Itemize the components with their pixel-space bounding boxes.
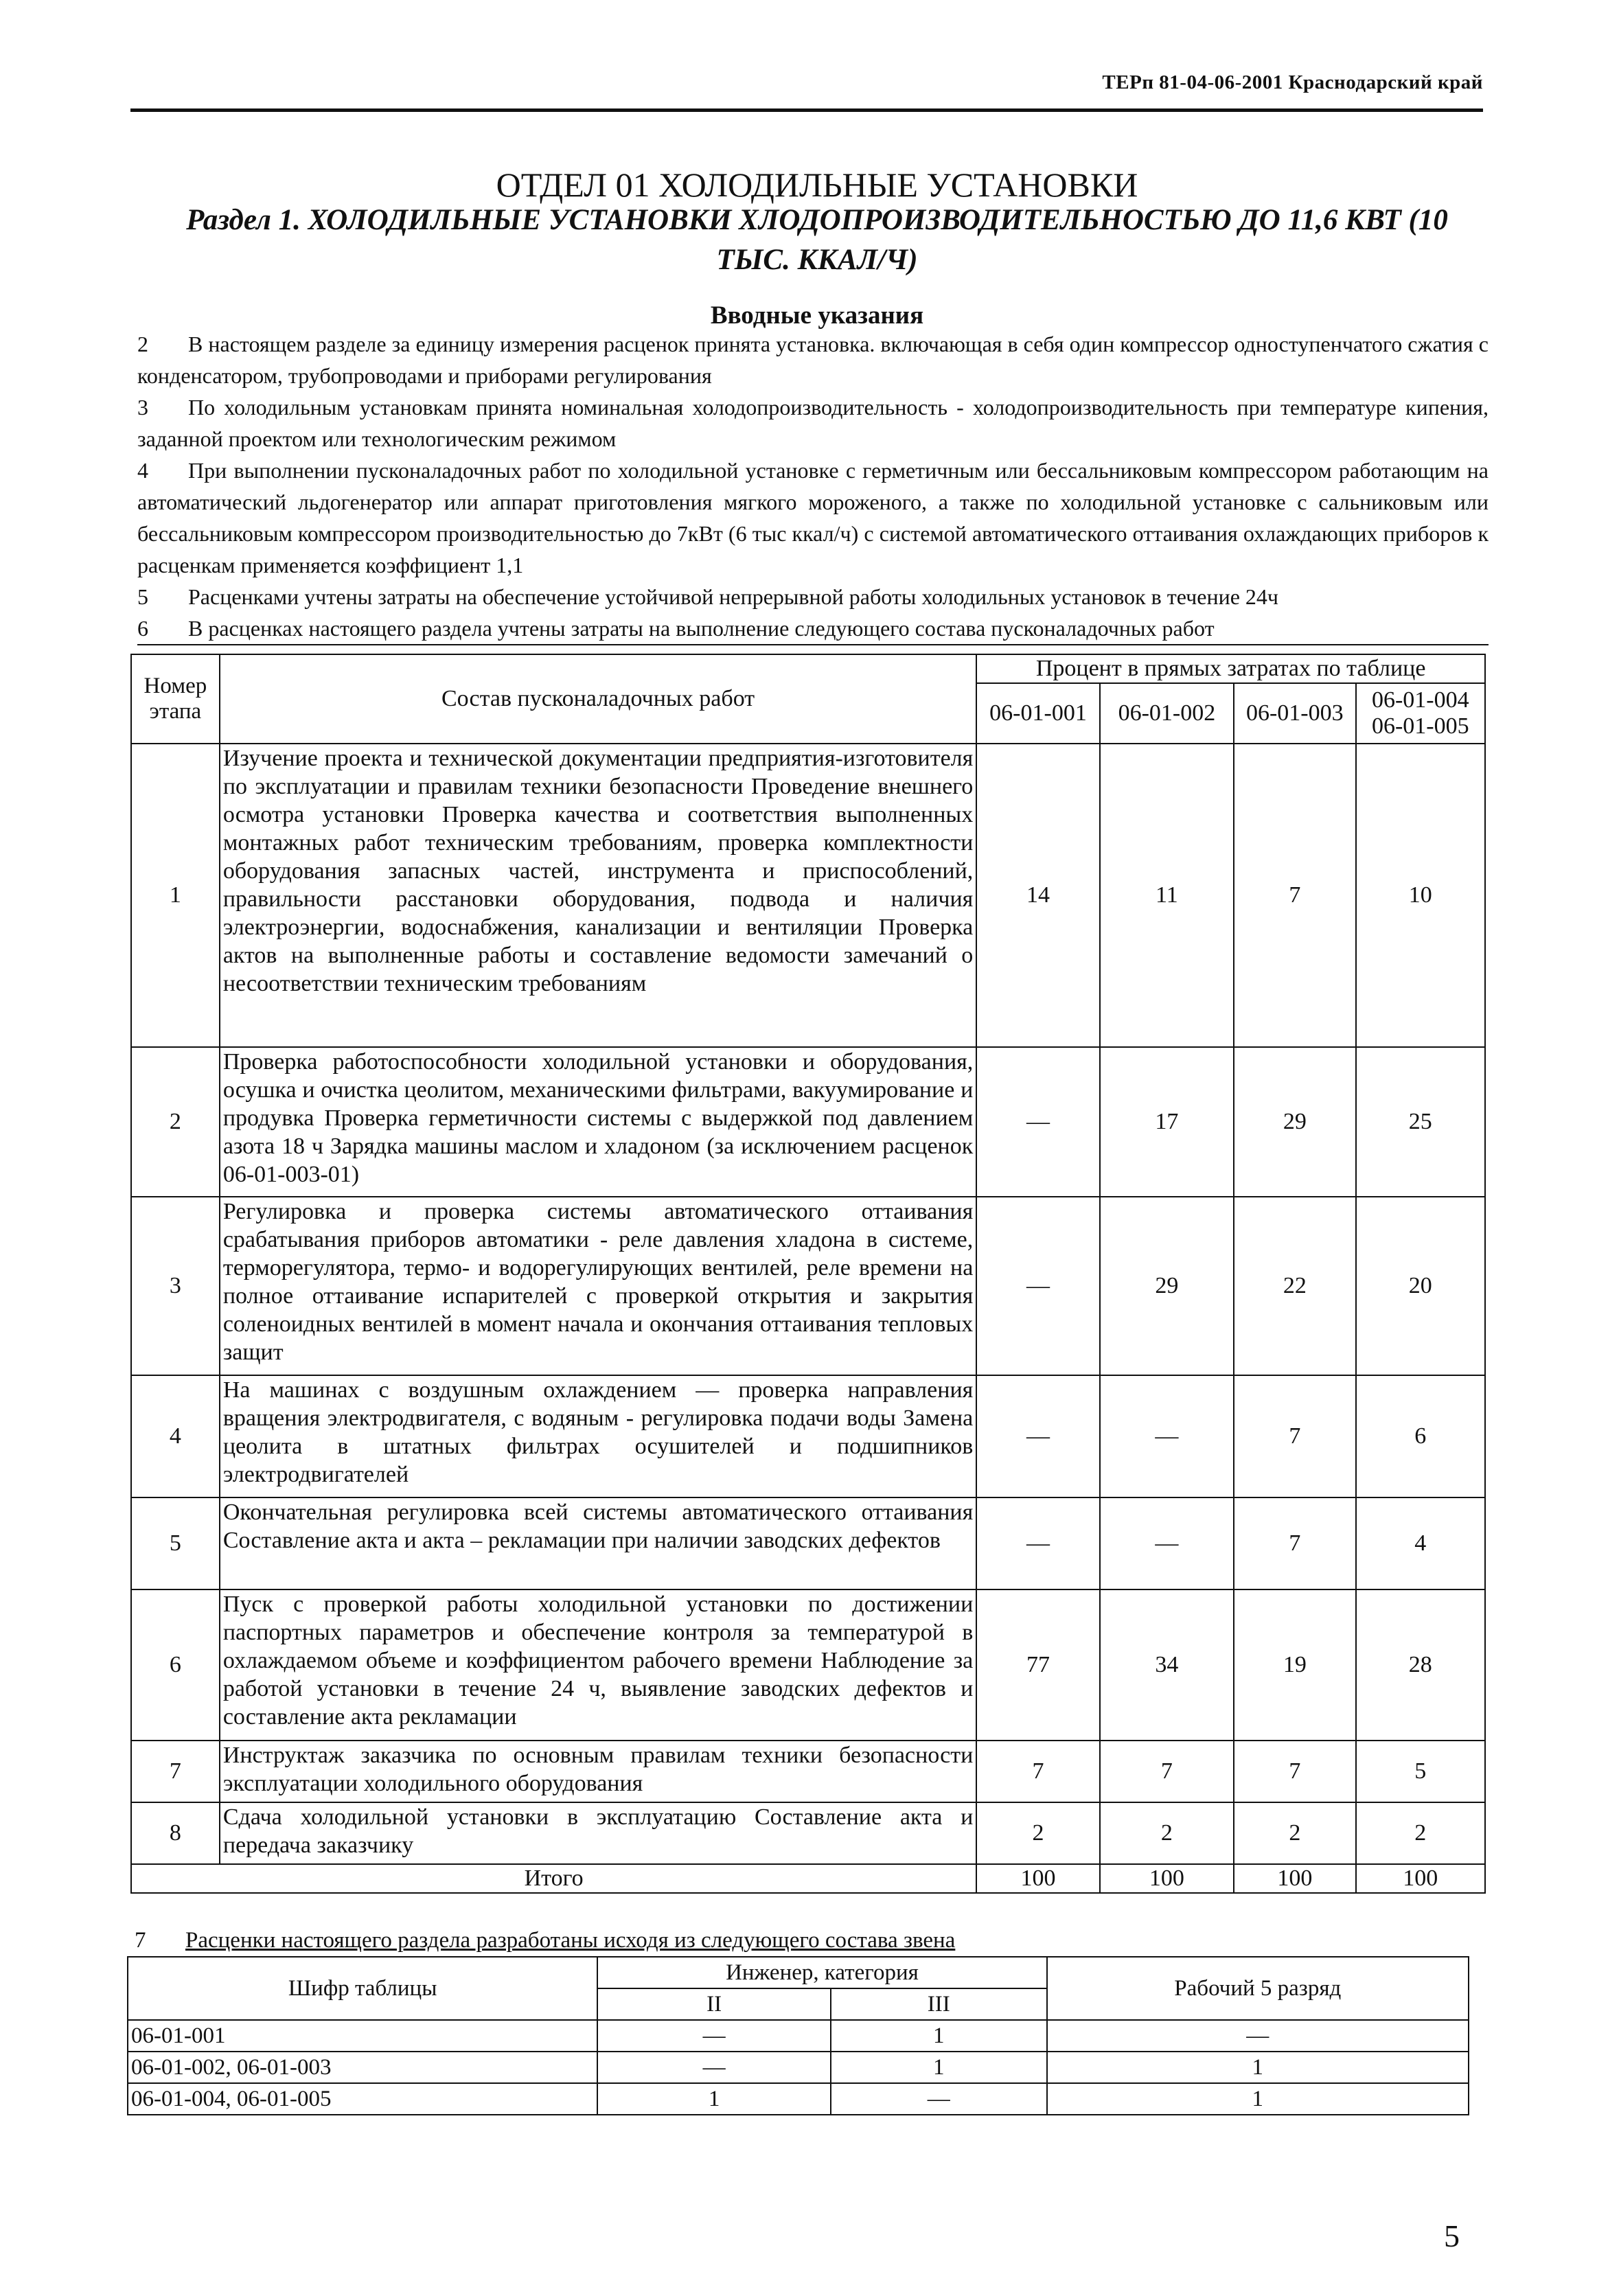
stage-value: 7 bbox=[1234, 1497, 1355, 1589]
stage-number: 5 bbox=[131, 1497, 220, 1589]
page-number: 5 bbox=[1444, 2218, 1460, 2253]
category-2-count: — bbox=[597, 2052, 831, 2083]
stage-number: 3 bbox=[131, 1197, 220, 1375]
table-row bbox=[128, 2052, 1469, 2083]
intro-item-text: В настоящем разделе за единицу измерения расценок принята установка. включающая в себя один компрессор одноступенчатого сжатия с конденсатором, трубопроводами и приборами регулирования bbox=[137, 332, 1489, 388]
stage-value: 29 bbox=[1234, 1047, 1355, 1197]
col-work-header: Состав пусконаладочных работ bbox=[220, 654, 976, 744]
total-value: 100 bbox=[976, 1864, 1099, 1893]
col-percent-header: Процент в прямых затратах по таблице bbox=[976, 654, 1485, 683]
category-2-count: 1 bbox=[597, 2083, 831, 2115]
stage-description: Окончательная регулировка всей системы автоматического оттаивания Составление акта и акта – рекламации при наличии заводских дефектов bbox=[220, 1497, 976, 1589]
stage-value: — bbox=[1100, 1497, 1234, 1589]
stage-value: 2 bbox=[1356, 1802, 1485, 1864]
col-code-header: 06-01-004 06-01-005 bbox=[1356, 683, 1485, 744]
stage-value: 25 bbox=[1356, 1047, 1485, 1197]
col-code-header: Шифр таблицы bbox=[128, 1957, 597, 2020]
intro-text bbox=[137, 328, 1489, 645]
col-engineer-header: Инженер, категория bbox=[597, 1957, 1046, 1988]
table-row bbox=[128, 2020, 1469, 2052]
table-code: 06-01-001 bbox=[128, 2020, 597, 2052]
total-value: 100 bbox=[1100, 1864, 1234, 1893]
category-3-count: 1 bbox=[831, 2020, 1047, 2052]
worker-count: 1 bbox=[1047, 2052, 1469, 2083]
category-3-count: — bbox=[831, 2083, 1047, 2115]
stage-value: 28 bbox=[1356, 1589, 1485, 1741]
intro-item-text: При выполнении пусконаладочных работ по холодильной установке с герметичным или бессальниковым компрессором работающим на автоматический льдогенератор или аппарат приготовления мягкого мороженого, а также по холодильной установке с сальниковым или бессальниковым компрессором производительностью до 7кВт (6 тыс ккал/ч) с системой автоматического оттаивания охлаждающих приборов к расценкам применяется коэффициент 1,1 bbox=[137, 458, 1489, 577]
table-row bbox=[131, 1589, 1485, 1741]
stage-value: — bbox=[976, 1375, 1099, 1497]
stage-value: 7 bbox=[976, 1741, 1099, 1802]
stage-value: 10 bbox=[1356, 744, 1485, 1047]
stage-value: 14 bbox=[976, 744, 1099, 1047]
table-code: 06-01-002, 06-01-003 bbox=[128, 2052, 597, 2083]
stage-value: 7 bbox=[1234, 744, 1355, 1047]
crew-note bbox=[135, 1928, 955, 1953]
stage-value: 4 bbox=[1356, 1497, 1485, 1589]
table-row bbox=[131, 1497, 1485, 1589]
total-value: 100 bbox=[1234, 1864, 1355, 1893]
stage-value: 2 bbox=[1100, 1802, 1234, 1864]
intro-item bbox=[137, 391, 1489, 455]
stage-value: 34 bbox=[1100, 1589, 1234, 1741]
col-category-3-header: III bbox=[831, 1988, 1047, 2020]
table-row bbox=[128, 2083, 1469, 2115]
intro-item-text: По холодильным установкам принята номинальная холодопроизводительность - холодопроизводительность при температуре кипения, заданной проектом или технологическим режимом bbox=[137, 395, 1489, 451]
stage-value: 7 bbox=[1234, 1741, 1355, 1802]
crew-note-number: 7 bbox=[135, 1928, 146, 1953]
stage-number: 1 bbox=[131, 744, 220, 1047]
stage-value: 2 bbox=[1234, 1802, 1355, 1864]
category-2-count: — bbox=[597, 2020, 831, 2052]
total-label: Итого bbox=[131, 1864, 976, 1893]
intro-heading: Вводные указания bbox=[710, 301, 924, 330]
category-3-count: 1 bbox=[831, 2052, 1047, 2083]
intro-item bbox=[137, 328, 1489, 391]
col-code-header: 06-01-001 bbox=[976, 683, 1099, 744]
intro-item-number: 3 bbox=[137, 395, 148, 420]
stage-value: 5 bbox=[1356, 1741, 1485, 1802]
table-row bbox=[131, 1802, 1485, 1864]
table-row bbox=[131, 1047, 1485, 1197]
table-row bbox=[131, 1197, 1485, 1375]
stage-description: Регулировка и проверка системы автоматического оттаивания срабатывания приборов автоматики - реле давления хладона в системе, терморегулятора, термо- и водорегулирующих вентилей, реле времени на полное оттаивание испарителей с проверкой открытия и закрытия соленоидных вентилей в момент начала и окончания оттаивания тепловых защит bbox=[220, 1197, 976, 1375]
stage-value: 11 bbox=[1100, 744, 1234, 1047]
stage-value: 20 bbox=[1356, 1197, 1485, 1375]
crew-note-text: Расценки настоящего раздела разработаны исходя из следующего состава звена bbox=[185, 1928, 956, 1953]
col-worker-header: Рабочий 5 разряд bbox=[1047, 1957, 1469, 2020]
stage-value: 7 bbox=[1234, 1375, 1355, 1497]
stage-description: На машинах с воздушным охлаждением — проверка направления вращения электродвигателя, с водяным - регулировка подачи воды Замена цеолита в штатных фильтрах осушителей и подшипников электродвигателей bbox=[220, 1375, 976, 1497]
stage-description: Проверка работоспособности холодильной установки и оборудования, осушка и очистка цеолитом, механическими фильтрами, вакуумирование и продувка Проверка герметичности системы с выдержкой под давлением азота 18 ч Зарядка машины маслом и хладоном (за исключением расценок 06-01-003-01) bbox=[220, 1047, 976, 1197]
intro-item-number: 4 bbox=[137, 458, 148, 483]
stage-description: Инструктаж заказчика по основным правилам техники безопасности эксплуатации холодильного оборудования bbox=[220, 1741, 976, 1802]
stage-value: — bbox=[976, 1047, 1099, 1197]
stage-number: 8 bbox=[131, 1802, 220, 1864]
header-rule bbox=[130, 108, 1483, 112]
works-table bbox=[130, 654, 1486, 1894]
worker-count: 1 bbox=[1047, 2083, 1469, 2115]
stage-description: Сдача холодильной установки в эксплуатацию Составление акта и передача заказчику bbox=[220, 1802, 976, 1864]
intro-item-number: 6 bbox=[137, 616, 148, 641]
total-value: 100 bbox=[1356, 1864, 1485, 1893]
intro-item bbox=[137, 581, 1489, 612]
stage-value: 19 bbox=[1234, 1589, 1355, 1741]
stage-value: 6 bbox=[1356, 1375, 1485, 1497]
stage-value: 77 bbox=[976, 1589, 1099, 1741]
stage-value: 17 bbox=[1100, 1047, 1234, 1197]
total-row bbox=[131, 1864, 1485, 1893]
col-stage-header: Номер этапа bbox=[131, 654, 220, 744]
stage-number: 4 bbox=[131, 1375, 220, 1497]
worker-count: — bbox=[1047, 2020, 1469, 2052]
col-code-header: 06-01-003 bbox=[1234, 683, 1355, 744]
intro-item-text: В расценках настоящего раздела учтены затраты на выполнение следующего состава пусконаладочных работ bbox=[188, 616, 1215, 641]
stage-value: — bbox=[1100, 1375, 1234, 1497]
stage-value: 7 bbox=[1100, 1741, 1234, 1802]
section-title: Раздел 1. ХОЛОДИЛЬНЫЕ УСТАНОВКИ ХЛОДОПРОИЗВОДИТЕЛЬНОСТЬЮ ДО 11,6 КВТ (10 ТЫС. ККАЛ/Ч) bbox=[186, 204, 1448, 276]
stage-number: 6 bbox=[131, 1589, 220, 1741]
intro-item-text: Расценками учтены затраты на обеспечение устойчивой непрерывной работы холодильных установок в течение 24ч bbox=[188, 584, 1278, 609]
stage-value: 22 bbox=[1234, 1197, 1355, 1375]
document-code: ТЕРп 81-04-06-2001 Краснодарский край bbox=[1102, 71, 1483, 93]
stage-value: — bbox=[976, 1497, 1099, 1589]
stage-number: 7 bbox=[131, 1741, 220, 1802]
intro-item-number: 5 bbox=[137, 584, 148, 609]
stage-number: 2 bbox=[131, 1047, 220, 1197]
stage-description: Изучение проекта и технической документации предприятия-изготовителя по эксплуатации и правилам техники безопасности Проведение внешнего осмотра установки Проверка качества и соответствия выполненных монтажных работ техническим требованиям, проверка комплектности оборудования запасных частей, инструмента и приспособлений, правильности расстановки оборудования, подвода и наличия электроэнергии, водоснабжения, канализации и вентиляции Проверка актов на выполненные работы и составление ведомости замечаний о несоответствии техническим требованиям bbox=[220, 744, 976, 1047]
table-row bbox=[131, 1375, 1485, 1497]
table-code: 06-01-004, 06-01-005 bbox=[128, 2083, 597, 2115]
table-row bbox=[131, 1741, 1485, 1802]
department-title: ОТДЕЛ 01 ХОЛОДИЛЬНЫЕ УСТАНОВКИ bbox=[496, 165, 1138, 204]
table-row bbox=[131, 744, 1485, 1047]
intro-item-number: 2 bbox=[137, 332, 148, 356]
intro-item bbox=[137, 455, 1489, 581]
col-code-header: 06-01-002 bbox=[1100, 683, 1234, 744]
crew-table bbox=[127, 1956, 1469, 2115]
intro-item bbox=[137, 612, 1489, 645]
stage-description: Пуск с проверкой работы холодильной установки по достижении паспортных параметров и обеспечение контроля за температурой в охлаждаемом объеме и коэффициентом рабочего времени Наблюдение за работой установки в течение 24 ч, выявление заводских дефектов и составление акта рекламации bbox=[220, 1589, 976, 1741]
stage-value: — bbox=[976, 1197, 1099, 1375]
col-category-2-header: II bbox=[597, 1988, 831, 2020]
stage-value: 29 bbox=[1100, 1197, 1234, 1375]
stage-value: 2 bbox=[976, 1802, 1099, 1864]
